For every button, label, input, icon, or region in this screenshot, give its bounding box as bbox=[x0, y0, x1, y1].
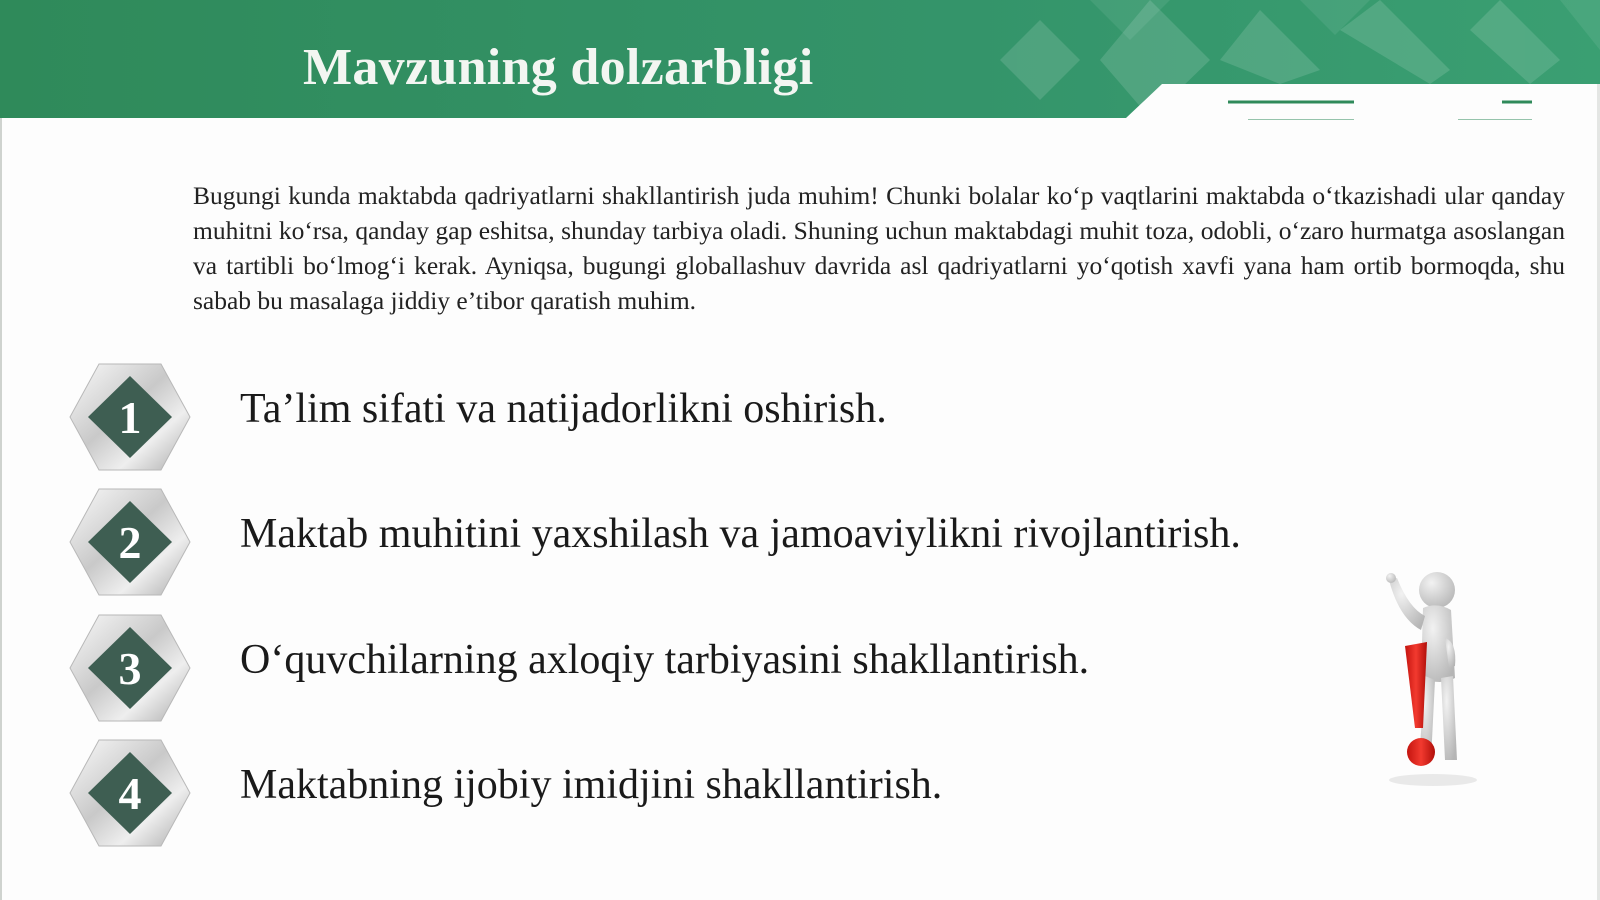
hexagon-number-badge bbox=[68, 487, 192, 597]
hexagon-number-badge bbox=[68, 613, 192, 723]
list-item bbox=[0, 362, 1400, 472]
hexagon-number-badge bbox=[68, 362, 192, 472]
person-with-exclamation-icon bbox=[1375, 568, 1485, 788]
list-item-text: Ta’lim sifati va natijadorlikni oshirish. bbox=[240, 386, 887, 432]
list-item bbox=[0, 738, 1400, 848]
list-item bbox=[0, 613, 1400, 723]
list-item-text: Maktabning ijobiy imidjini shakllantirish. bbox=[240, 762, 943, 808]
badge-number: 1 bbox=[118, 391, 142, 443]
title-banner bbox=[0, 0, 1600, 120]
badge-number: 4 bbox=[118, 767, 142, 819]
badge-number: 3 bbox=[118, 642, 142, 694]
badge-number: 2 bbox=[118, 516, 142, 568]
hexagon-number-badge bbox=[68, 738, 192, 848]
intro-paragraph: Bugungi kunda maktabda qadriyatlarni shakllantirish juda muhim! Chunki bolalar koʻp vaqtlarini maktabda oʻtkazishadi ular qanday muhitni koʻrsa, qanday gap eshitsa, shunday tarbiya oladi. Shuning uchun maktabdagi muhit toza, odobli, oʻzaro hurmatga asoslangan va tartibli boʻlmogʻi kerak. Ayniqsa, bugungi globallashuv davrida asl qadriyatlarni yoʻqotish xavfi yana ham ortib bormoqda, shu sabab bu masalaga jiddiy e’tibor qaratish muhim. bbox=[193, 181, 1565, 315]
list-item bbox=[0, 487, 1400, 597]
list-item-text: Oʻquvchilarning axloqiy tarbiyasini shakllantirish. bbox=[240, 637, 1090, 683]
slide-title: Mavzuning dolzarbligi bbox=[303, 39, 814, 96]
list-item-text: Maktab muhitini yaxshilash va jamoaviylikni rivojlantirish. bbox=[240, 511, 1241, 557]
